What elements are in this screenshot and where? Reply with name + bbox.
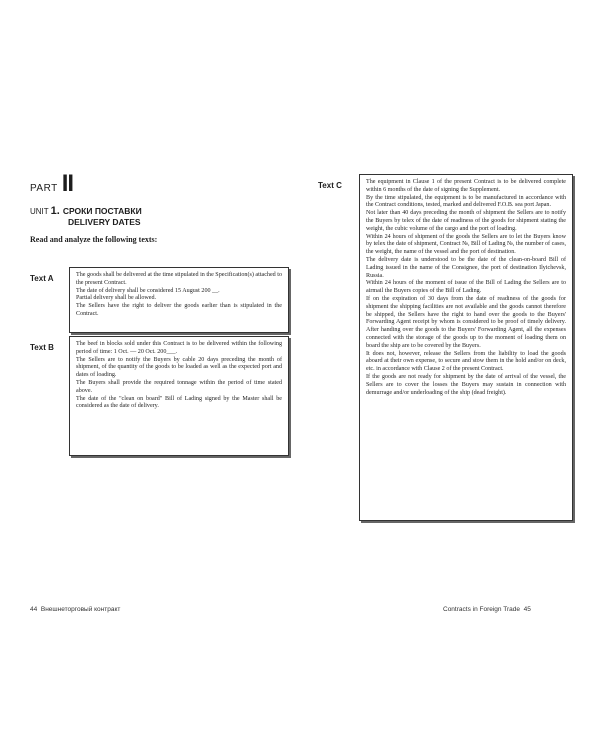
text-b-paragraph: The Sellers are to notify the Buyers by cable 20 days preceding the month of shipment, of the quantity of the goods to be loaded as well as the expected port and dates of loading. xyxy=(76,356,282,379)
unit-title-ru: СРОКИ ПОСТАВКИ xyxy=(62,206,142,216)
text-b-box xyxy=(69,336,289,456)
text-b-paragraph: The date of the "clean on board" Bill of Lading signed by the Master shall be considered as the date of delivery. xyxy=(76,395,282,410)
text-a-paragraph: The date of delivery shall be considered 15 August 200 __. xyxy=(76,287,220,294)
text-c-paragraph: The delivery date is understood to be the date of the clean-on-board Bill of Lading issued in the name of the Consignee, the port of destination Ilyichevsk, Russia. xyxy=(366,256,566,279)
text-a-box xyxy=(69,267,289,333)
part-label: PART xyxy=(30,183,58,194)
text-c-paragraph: Within 24 hours of the moment of issue of the Bill of Lading the Sellers are to airmail the Buyers copies of the Bill of Lading. xyxy=(366,280,566,295)
text-c-label: Text C xyxy=(318,181,342,190)
text-c-paragraph: By the time stipulated, the equipment is to be manufactured in accordance with the Contract conditions, tested, marked and delivered F.O.B. sea port Japan. xyxy=(366,194,566,209)
right-footer xyxy=(443,606,531,613)
text-a-paragraph: The Sellers have the right to deliver the goods earlier than is stipulated in the Contract. xyxy=(76,303,282,317)
text-c-paragraph: Not later than 40 days preceding the month of shipment the Sellers are to notify the Buyers by telex of the date of readiness of the goods for shipment stating the weight, the cubic volume of the cargo and the port of loading. xyxy=(366,210,566,232)
unit-heading xyxy=(30,206,142,227)
right-page-number: 45 xyxy=(523,606,531,613)
part-heading xyxy=(30,170,73,198)
text-c-paragraph: If the goods are not ready for shipment by the date of arrival of the vessel, the Sellers are to cover the losses the Buyers may sustain in connection with demurrage and/or underloading of the ship (dead freight). xyxy=(366,373,566,396)
text-a-paragraph: Partial delivery shall be allowed. xyxy=(76,295,157,302)
text-c-paragraph: It does not, however, release the Sellers from the liability to load the goods aboard at their own expense, to secure and stow them in the hold and/or on deck, etc. in accordance with Clause 2 of the present Contract. xyxy=(366,350,566,373)
read-heading: Read and analyze the following texts: xyxy=(30,235,158,244)
part-number: II xyxy=(61,170,74,197)
unit-number: 1. xyxy=(50,205,60,217)
text-b-paragraph: The Buyers shall provide the required tonnage within the period of time stated above. xyxy=(76,379,282,394)
left-footer xyxy=(30,606,120,613)
text-a-paragraph: The goods shall be delivered at the time stipulated in the Specification(s) attached to the present Contract. xyxy=(76,272,282,286)
text-a-label: Text A xyxy=(30,274,54,283)
text-c-paragraph: If on the expiration of 30 days from the date of readiness of the goods for shipment the shipping facilities are not available and the goods cannot therefore be shipped, the Sellers have the right to hand over the goods to the Buyers' Forwarding Agent receipt by whom is considered to be proof of timely delivery. After handing over the goods to the Buyers' Forwarding Agent, all the expenses connected with the storage of the goods up to the moment of loading them on board the ship are to be covered by the Buyers. xyxy=(366,295,566,349)
text-b-paragraph: The beef in blocks sold under this Contract is to be delivered within the following period of time: 1 Oct. — 20 Oct. 200___. xyxy=(76,341,282,355)
text-c-paragraph: Within 24 hours of shipment of the goods the Sellers are to let the Buyers know by telex the date of shipment, Contract №, Bill of Lading №, the number of cases, the weight, the name of the vessel and the port of destination. xyxy=(366,233,566,256)
right-running-title: Contracts in Foreign Trade xyxy=(443,606,520,613)
text-c-paragraph: The equipment in Clause 1 of the present Contract is to be delivered complete within 6 months of the date of signing the Supplement. xyxy=(366,179,566,193)
unit-label: UNIT xyxy=(30,207,49,216)
text-b-label: Text B xyxy=(30,343,54,352)
left-page-number: 44 xyxy=(30,606,38,613)
unit-title-en: DELIVERY DATES xyxy=(68,217,141,227)
text-c-box xyxy=(359,174,573,521)
left-running-title: Внешнеторговый контракт xyxy=(40,606,121,613)
